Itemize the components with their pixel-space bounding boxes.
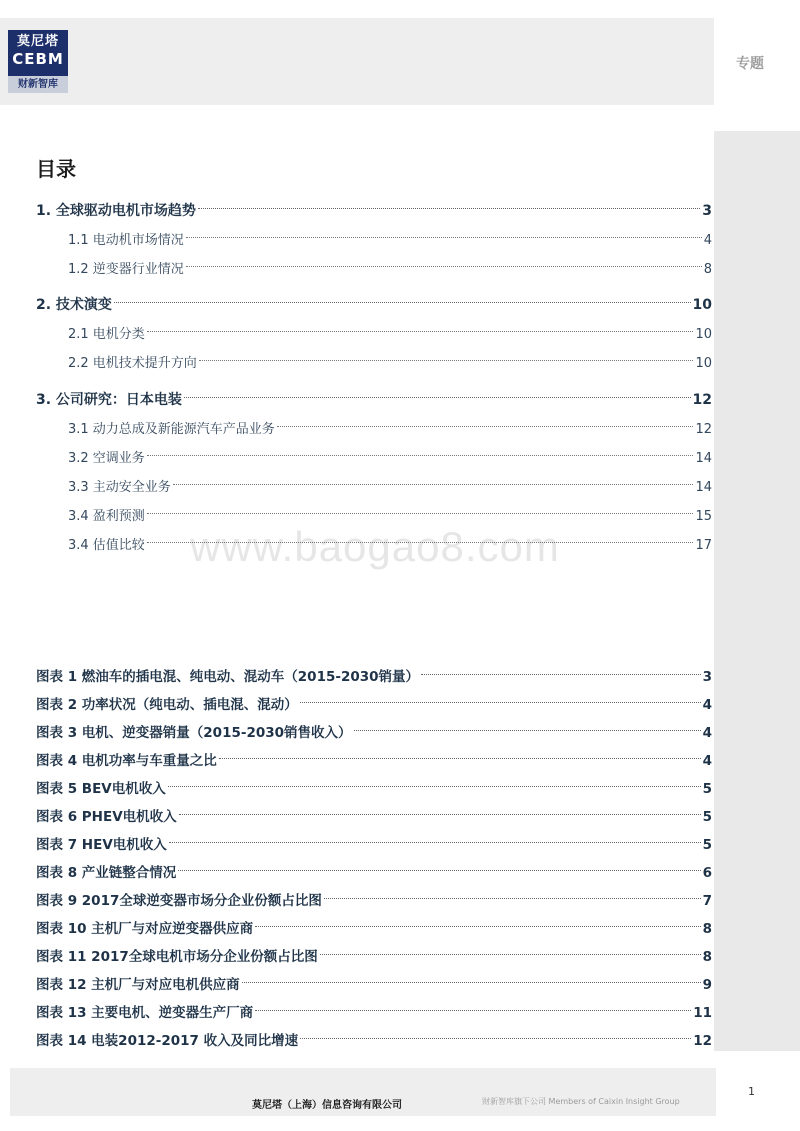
toc-entry-label: 1. 全球驱动电机市场趋势 [36, 203, 196, 219]
figure-entry[interactable] [36, 971, 712, 999]
figure-entry-page: 4 [702, 753, 712, 769]
side-band [714, 131, 800, 1051]
figure-entry-page: 5 [702, 809, 712, 825]
toc-subentry-label: 2.1 电机分类 [68, 327, 145, 342]
toc-subentry-label: 3.2 空调业务 [68, 451, 145, 466]
logo-english-name: CEBM [12, 50, 64, 68]
figure-entry[interactable] [36, 859, 712, 887]
toc-entry-page: 10 [692, 297, 712, 313]
figure-entry-page: 12 [693, 1033, 712, 1049]
toc-subentry[interactable] [36, 255, 712, 284]
toc-subentry-page: 17 [695, 538, 712, 553]
leader-dots [198, 208, 700, 209]
figure-entry-label: 图表 2 功率状况（纯电动、插电混、混动） [36, 697, 298, 713]
toc-entry[interactable] [36, 197, 712, 226]
page-number: 1 [748, 1085, 755, 1098]
figure-entry[interactable] [36, 887, 712, 915]
leader-dots [114, 302, 691, 303]
leader-dots [242, 982, 701, 983]
figure-entry[interactable] [36, 747, 712, 775]
toc-subentry-label: 1.2 逆变器行业情况 [68, 262, 184, 277]
toc-section-2 [36, 291, 712, 378]
leader-dots [179, 814, 701, 815]
figure-entry-label: 图表 12 主机厂与对应电机供应商 [36, 977, 240, 993]
toc-entry[interactable] [36, 291, 712, 320]
figure-entry-label: 图表 11 2017全球电机市场分企业份额占比图 [36, 949, 318, 965]
figure-entry-label: 图表 8 产业链整合情况 [36, 865, 177, 881]
logo-top [8, 30, 68, 76]
header-band [0, 18, 714, 105]
figure-entry[interactable] [36, 803, 712, 831]
toc-subentry-page: 14 [695, 480, 712, 495]
figure-entry[interactable] [36, 719, 712, 747]
figure-entry-page: 11 [693, 1005, 712, 1021]
logo-subtitle: 财新智库 [8, 76, 68, 93]
leader-dots [186, 237, 702, 238]
toc-subentry[interactable] [36, 415, 712, 444]
figure-entry[interactable] [36, 915, 712, 943]
toc-entry-page: 12 [692, 392, 712, 408]
toc-subentry-page: 4 [703, 233, 712, 248]
figure-entry[interactable] [36, 831, 712, 859]
leader-dots [219, 758, 701, 759]
leader-dots [300, 702, 701, 703]
toc-subentry[interactable] [36, 320, 712, 349]
toc-subentry-page: 12 [695, 422, 712, 437]
figure-entry-label: 图表 5 BEV电机收入 [36, 781, 166, 797]
figure-entry-page: 8 [702, 949, 712, 965]
leader-dots [169, 842, 701, 843]
figure-entry[interactable] [36, 691, 712, 719]
leader-dots [147, 513, 694, 514]
toc-subentry-page: 14 [695, 451, 712, 466]
figure-entry-label: 图表 9 2017全球逆变器市场分企业份额占比图 [36, 893, 322, 909]
toc-subentry[interactable] [36, 502, 712, 531]
leader-dots [255, 926, 700, 927]
figure-entry-page: 5 [702, 837, 712, 853]
figure-entry-page: 6 [702, 865, 712, 881]
figure-entry[interactable] [36, 943, 712, 971]
figure-entry-page: 5 [702, 781, 712, 797]
toc-subentry-page: 15 [695, 509, 712, 524]
figure-entry-label: 图表 13 主要电机、逆变器生产厂商 [36, 1005, 254, 1021]
toc-entry-label: 2. 技术演变 [36, 297, 112, 313]
figure-entry-label: 图表 14 电装2012-2017 收入及同比增速 [36, 1033, 299, 1049]
leader-dots [168, 786, 701, 787]
toc-subentry-page: 10 [695, 327, 712, 342]
leader-dots [277, 426, 694, 427]
figure-entry-label: 图表 1 燃油车的插电混、纯电动、混动车（2015-2030销量） [36, 669, 420, 685]
toc-subentry[interactable] [36, 531, 712, 560]
footer-group-note: 财新智库旗下公司 Members of Caixin Insight Group [482, 1097, 680, 1106]
leader-dots [178, 870, 700, 871]
figure-entry-page: 8 [702, 921, 712, 937]
figure-entry-page: 9 [702, 977, 712, 993]
figure-entry-label: 图表 7 HEV电机收入 [36, 837, 167, 853]
toc-subentry[interactable] [36, 349, 712, 378]
leader-dots [320, 954, 701, 955]
watermark: www.baogao8.com [190, 523, 560, 570]
toc-entry-label: 3. 公司研究：日本电装 [36, 392, 182, 408]
figure-entry-label: 图表 10 主机厂与对应逆变器供应商 [36, 921, 254, 937]
toc-subentry-label: 3.3 主动安全业务 [68, 480, 171, 495]
toc-entry-page: 3 [702, 203, 712, 219]
toc-subentry[interactable] [36, 226, 712, 255]
leader-dots [255, 1010, 691, 1011]
figure-entry[interactable] [36, 999, 712, 1027]
logo-chinese-name: 莫尼塔 [16, 34, 59, 49]
toc-subentry-page: 8 [703, 262, 712, 277]
figure-entry[interactable] [36, 775, 712, 803]
toc-subentry[interactable] [36, 444, 712, 473]
leader-dots [324, 898, 701, 899]
toc-entry[interactable] [36, 386, 712, 415]
toc-subentry-label: 1.1 电动机市场情况 [68, 233, 184, 248]
figure-entry-label: 图表 6 PHEV电机收入 [36, 809, 177, 825]
cebm-logo [8, 30, 68, 93]
leader-dots [147, 331, 694, 332]
header-label: 专题 [736, 56, 764, 72]
toc-title: 目录 [36, 157, 76, 181]
toc-section-1 [36, 197, 712, 284]
leader-dots [300, 1038, 691, 1039]
leader-dots [147, 542, 694, 543]
leader-dots [184, 397, 691, 398]
figure-list [36, 663, 712, 1055]
leader-dots [421, 674, 701, 675]
toc-subentry-label: 3.4 估值比较 [68, 538, 145, 553]
leader-dots [354, 730, 701, 731]
figure-entry[interactable] [36, 1027, 712, 1055]
toc-subentry-page: 10 [695, 356, 712, 371]
toc-subentry-label: 2.2 电机技术提升方向 [68, 356, 197, 371]
leader-dots [199, 360, 694, 361]
figure-entry-page: 3 [702, 669, 712, 685]
toc-subentry[interactable] [36, 473, 712, 502]
figure-entry-page: 4 [702, 697, 712, 713]
figure-entry-page: 7 [702, 893, 712, 909]
leader-dots [186, 266, 702, 267]
figure-entry-label: 图表 4 电机功率与车重量之比 [36, 753, 217, 769]
figure-entry-page: 4 [702, 725, 712, 741]
leader-dots [147, 455, 694, 456]
figure-entry[interactable] [36, 663, 712, 691]
toc-subentry-label: 3.4 盈利预测 [68, 509, 145, 524]
leader-dots [173, 484, 694, 485]
toc-section-3 [36, 386, 712, 560]
footer-company: 莫尼塔（上海）信息咨询有限公司 [252, 1100, 402, 1111]
toc-subentry-label: 3.1 动力总成及新能源汽车产品业务 [68, 422, 275, 437]
figure-entry-label: 图表 3 电机、逆变器销量（2015-2030销售收入） [36, 725, 352, 741]
